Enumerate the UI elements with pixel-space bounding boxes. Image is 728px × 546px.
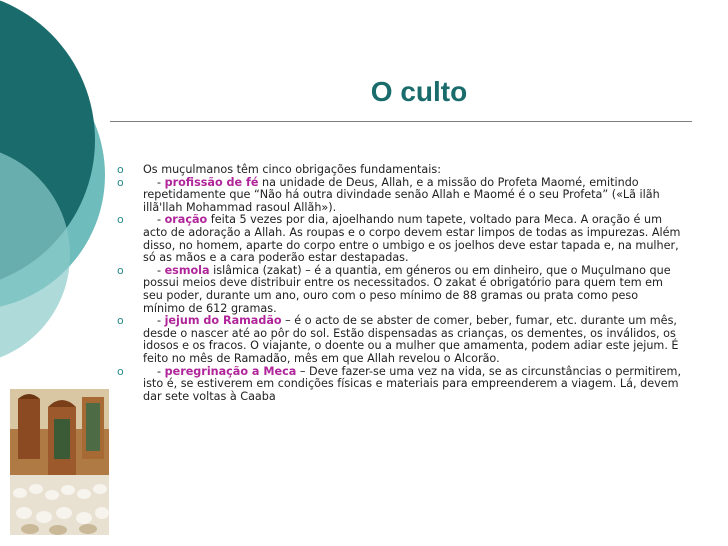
list-item <box>117 315 682 365</box>
item-prefix: - <box>157 175 165 189</box>
bullet-marker-icon: o <box>117 364 124 378</box>
list-item <box>117 265 682 315</box>
bullet-marker-icon: o <box>117 163 124 176</box>
intro-text: Os muçulmanos têm cinco obrigações fundamentais: <box>143 163 441 176</box>
bullet-marker-icon: o <box>117 175 124 189</box>
item-prefix: - <box>157 364 165 378</box>
mosque-photo-illustration <box>10 389 109 535</box>
item-prefix: - <box>157 213 165 227</box>
item-term: esmola <box>164 263 210 277</box>
list-item <box>117 366 682 404</box>
item-term: profissão de fé <box>164 175 259 189</box>
item-text: na unidade de Deus, Allah, e a missão do Profeta Maomé, emitindo repetidamente que “Não há outra divindade senão Allah e Maomé é o seu Profeta” («Lã ilãh illã'llah Mohammad rasoul Allãh»). <box>143 175 660 214</box>
slide-title: O culto <box>370 76 468 107</box>
item-term: jejum do Ramadão <box>164 314 282 328</box>
item-text: – é o acto de se abster de comer, beber, fumar, etc. durante um mês, desde o nascer até ao pôr do sol. Estão dispensadas as crianças, os dementes, os inválidos, os idosos e os fracos. O viajante, o doente ou a mulher que amamenta, podem adiar este jejum. É feito no mês de Ramadão, mês em que Allah revelou o Alcorão. <box>143 314 679 365</box>
item-term: oração <box>164 213 208 227</box>
bullet-marker-icon: o <box>117 263 124 277</box>
bullet-list <box>117 164 682 403</box>
mosque-interior-image <box>10 389 109 535</box>
item-term: peregrinação a Meca <box>164 364 297 378</box>
title-divider <box>110 121 692 122</box>
item-prefix: - <box>157 314 165 328</box>
list-item <box>117 214 682 264</box>
item-prefix: - <box>157 263 165 277</box>
item-text: feita 5 vezes por dia, ajoelhando num tapete, voltado para Meca. A oração é um acto de adoração a Allah. As roupas e o corpo devem estar limpos de todas as impurezas. Além disso, no homem, aparte do corpo entre o umbigo e os joelhos deve estar tapada e, na mulher, só as mãos e a cara poderão estar destapadas. <box>143 213 681 265</box>
bullet-marker-icon: o <box>117 314 124 328</box>
item-text: – Deve fazer-se uma vez na vida, se as circunstâncias o permitirem, isto é, se estiverem em condições físicas e materiais para empreenderem a viagem. Lá, devem dar sete voltas à Caaba <box>143 364 682 403</box>
item-text: islâmica (zakat) – é a quantia, em géneros ou em dinheiro, que o Muçulmano que possui meios deve distribuir entre os necessitados. O zakat é obrigatório para quem tem em seu poder, durante um ano, ouro com o peso mínimo de 88 gramas ou prata como peso mínimo de 612 gramas. <box>143 263 671 315</box>
list-item <box>117 177 682 215</box>
bullet-marker-icon: o <box>117 213 124 227</box>
